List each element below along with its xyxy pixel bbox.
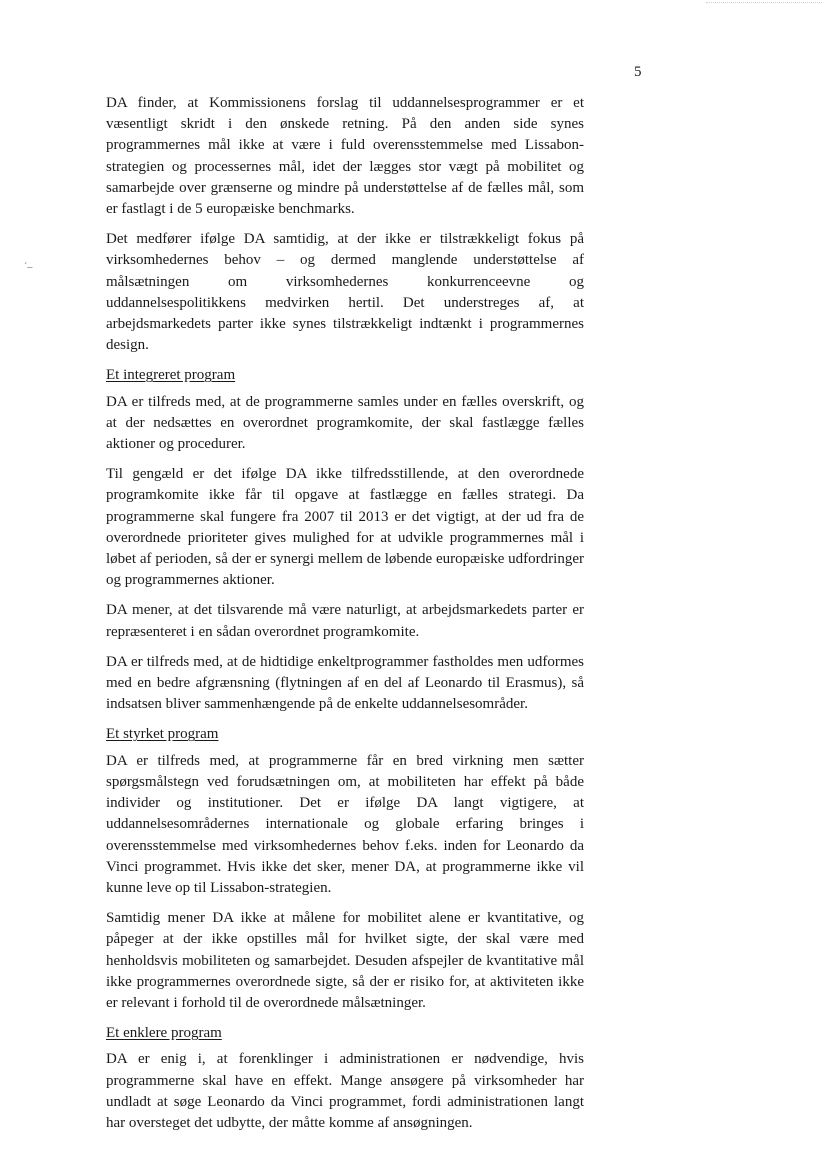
paragraph: Det medfører ifølge DA samtidig, at der ikke er tilstrækkeligt fokus på virksomhedernes behov – og dermed manglende understøttelse af målsætningen om virksomhedernes konkurrenceevne og uddannelsespolitikkens medvirken hertil. Det understreges af, at arbejdsmarkedets parter ikke synes tilstrækkeligt indtænkt i programmernes design.: [106, 231, 584, 354]
document-body: [106, 93, 584, 1143]
paragraph: DA er tilfreds med, at programmerne får en bred virkning men sætter spørgsmålstegn ved forudsætningen om, at mobiliteten har effekt på både individer og institutioner. Det er ifølge DA langt vigtigere, at uddannelsesområdernes internationale og globale erfaring bringes i overensstemmelse med virksomhedernes behov f.eks. inden for Leonardo da Vinci programmet. Hvis ikke det sker, mener DA, at programmerne ikke vil kunne leve op til Lissabon-strategien.: [106, 752, 584, 896]
paragraph: Samtidig mener DA ikke at målene for mobilitet alene er kvantitative, og påpeger at der ikke opstilles mål for hvilket sigte, der skal være med henholdsvis mobiliteten og samarbejdet. Desuden afspejler de kvantitative mål ikke programmernes overordnede sigte, så der er risiko for, at aktiviteten ikke er relevant i forhold til de overordnede målsætninger.: [106, 910, 584, 1011]
page-number: 5: [634, 64, 642, 80]
section-heading: Et integreret program: [106, 367, 236, 384]
paragraph: Til gengæld er det ifølge DA ikke tilfredsstillende, at den overordnede programkomite ikke får til opgave at fastlægge en fælles strategi. Da programmerne skal fungere fra 2007 til 2013 er det vigtigt, at der ud fra de overordnede prioriteter gives mulighed for at udvikle programmernes mål i løbet af perioden, så der er synergi mellem de løbende europæiske udfordringer og programmernes aktioner.: [106, 466, 584, 589]
paragraph: DA mener, at det tilsvarende må være naturligt, at arbejdsmarkedets parter er repræsenteret i en sådan overordnet programkomite.: [106, 602, 584, 640]
paragraph: DA er tilfreds med, at de hidtidige enkeltprogrammer fastholdes men udformes med en bedre afgrænsning (flytningen af en del af Leonardo til Erasmus), så indsatsen bliver sammenhængende på de enkelte uddannelsesområder.: [106, 653, 584, 713]
intro-section: [106, 93, 584, 356]
margin-mark: ´–: [24, 262, 33, 273]
section-enklere-program: [106, 1023, 584, 1134]
paragraph: DA finder, at Kommissionens forslag til uddannelsesprogrammer er et væsentligt skridt i den ønskede retning. På den anden side synes programmernes mål ikke at være i fuld overensstemmelse med Lissabon-strategien og processernes mål, idet der lægges stor vægt på mobilitet og samarbejde over grænserne og mindre på understøttelse af de fælles mål, som er fastlagt i de 5 europæiske benchmarks.: [106, 95, 584, 218]
section-integreret-program: [106, 365, 584, 715]
section-heading: Et styrket program: [106, 726, 219, 743]
paragraph: DA er enig i, at forenklinger i administrationen er nødvendige, hvis programmerne skal have en effekt. Mange ansøgere på virksomheder har undladt at søge Leonardo da Vinci programmet, fordi administrationen langt har oversteget det udbytte, der måtte komme af ansøgningen.: [106, 1051, 584, 1131]
scan-edge-mark: [706, 2, 822, 5]
section-heading: Et enklere program: [106, 1025, 222, 1042]
paragraph: DA er tilfreds med, at de programmerne samles under en fælles overskrift, og at der nedsættes en overordnet programkomite, der skal fastlægge fælles aktioner og procedurer.: [106, 393, 584, 453]
section-styrket-program: [106, 724, 584, 1014]
